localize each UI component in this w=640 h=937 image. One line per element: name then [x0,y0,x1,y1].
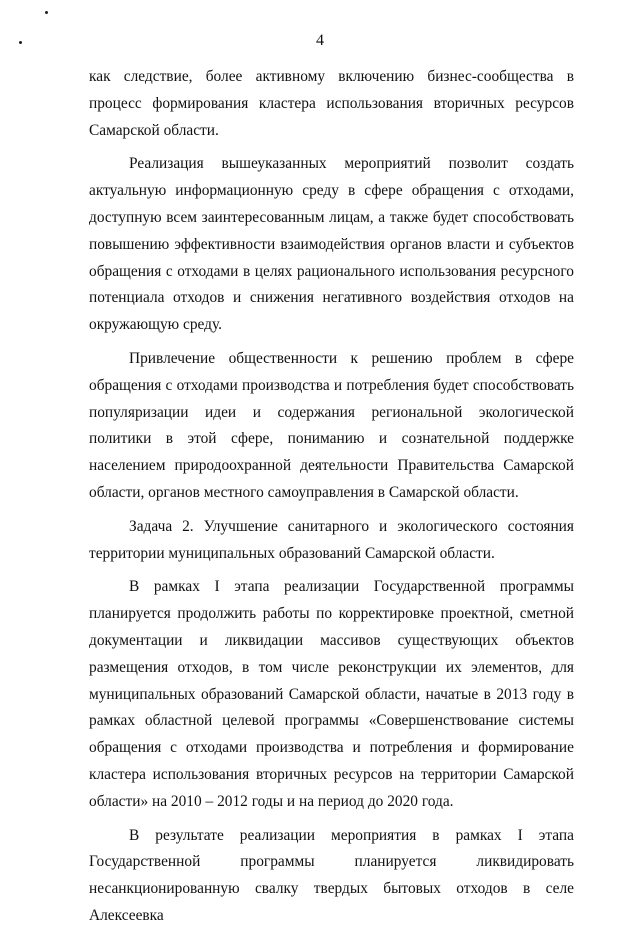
paragraph-implementation: Реализация вышеуказанных мероприятий позволит создать актуальную информационную среду в сфере обращения с отходами, доступную всем заинтересованным лицам, а также будет способствовать повышению эффективности взаимодействия органов власти и субъектов обращения с отходами в целях рационального использования ресурсного потенциала отходов и снижения негативного воздействия отходов на окружающую среду. [89,155,574,334]
paragraph-task-2: Задача 2. Улучшение санитарного и экологического состояния территории муниципальных образований Самарской области. [89,517,574,562]
paragraph-continuation: как следствие, более активному включению бизнес-сообщества в процесс формирования кластера использования вторичных ресурсов Самарской области. [89,68,574,139]
document-body [89,64,574,937]
page-number: 4 [316,32,324,49]
scan-speck [45,11,48,14]
paragraph-public-involvement: Привлечение общественности к решению проблем в сфере обращения с отходами производства и потребления будет способствовать популяризации идеи и содержания региональной экологической политики в этой сфере, пониманию и сознательной поддержке населением природоохранной деятельности Правительства Самарской области, органов местного самоуправления в Самарской области. [89,349,574,501]
paragraph-stage-1-works: В рамках I этапа реализации Государственной программы планируется продолжить работы по корректировке проектной, сметной документации и ликвидации массивов существующих объектов размещения отходов, в том числе реконструкции их элементов, для муниципальных образований Самарской области, начатые в 2013 году в рамках областной целевой программы «Совершенствование системы обращения с отходами производства и потребления и формирование кластера использования вторичных ресурсов на территории Самарской области» на 2010 – 2012 годы и на период до 2020 года. [89,578,574,810]
paragraph-stage-1-result: В результате реализации мероприятия в рамках I этапа Государственной программы планируется ликвидировать несанкционированную свалку твердых бытовых отходов в селе Алексеевка [89,826,574,924]
